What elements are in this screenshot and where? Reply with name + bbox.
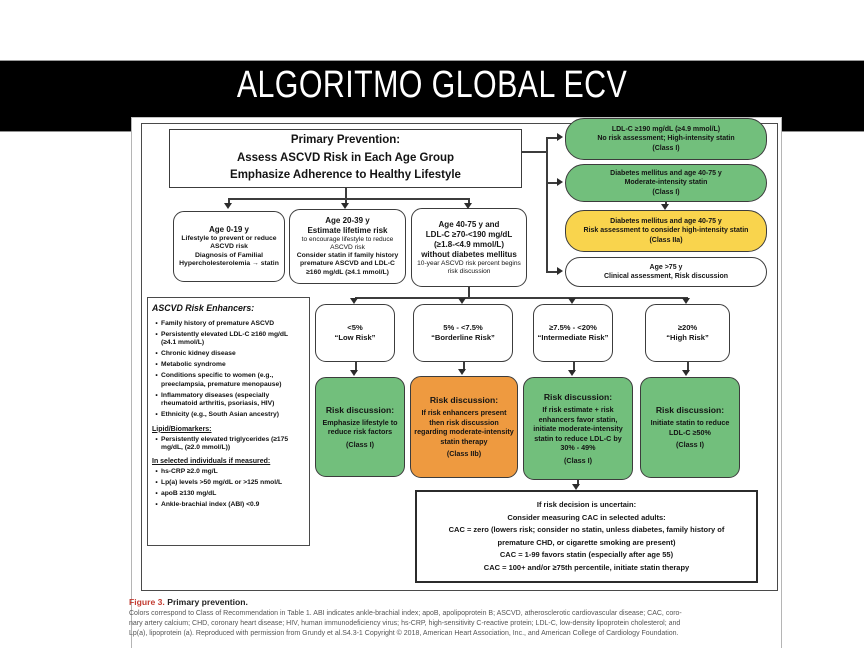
pill2-line-1: Diabetes mellitus and age 40-75 y (610, 169, 722, 177)
arrow-down-icon (341, 203, 349, 209)
arrow-down-icon (350, 370, 358, 376)
range4-pct: ≥20% (677, 323, 698, 332)
arrow-down-icon (682, 370, 690, 376)
disc2-class: (Class IIb) (446, 449, 482, 459)
slide-title: ALGORITMO GLOBAL ECV (236, 64, 628, 106)
pill1-line-2: No risk assessment; High-intensity statin (597, 135, 735, 143)
age3-title-1: Age 40-75 y and (438, 219, 500, 229)
discussion-low-box (315, 377, 405, 477)
primary-line-2: Assess ASCVD Risk in Each Age Group (236, 151, 455, 164)
range2-pct: 5% - <7.5% (443, 323, 483, 332)
connector-line (228, 198, 469, 200)
disc4-body: Initiate statin to reduce LDL-C ≥50% (650, 418, 730, 437)
cac-decision-box (415, 490, 758, 583)
disc1-head: Risk discussion: (325, 404, 395, 415)
age1-body-1: Lifestyle to prevent or reduce ASCVD risk (181, 235, 277, 251)
arrow-down-icon (458, 369, 466, 375)
enhancer-item: • Ankle-brachial index (ABI) <0.9 (152, 501, 304, 509)
range1-pct: <5% (347, 323, 363, 332)
discussion-borderline-box (410, 376, 518, 478)
enhancer-item: • Persistently elevated LDL-C ≥160 mg/dL (≥4.1 mmol/L) (152, 331, 304, 348)
connector-line (522, 151, 547, 153)
enhancers-title: ASCVD Risk Enhancers: (152, 303, 255, 313)
caption-title (129, 597, 782, 607)
enhancer-item: • Persistently elevated triglycerides (≥175 mg/dL, (≥2.0 mmol/L)) (152, 436, 304, 453)
cac-line-1: If risk decision is uncertain: (536, 500, 637, 509)
pill3-line-1: Diabetes mellitus and age 40-75 y (610, 217, 722, 225)
arrow-down-icon (464, 203, 472, 209)
arrow-down-icon (568, 370, 576, 376)
disc1-body: Emphasize lifestyle to reduce risk factors (322, 417, 398, 437)
age2-body-2: Consider statin if family history premature ASCVD and LDL-C ≥160 mg/dL (≥4.1 mmol/L) (296, 252, 399, 276)
pill4-line-1: Age >75 y (649, 263, 683, 271)
range3-label: “Intermediate Risk” (537, 333, 609, 342)
pill1-class: (Class I) (652, 144, 680, 152)
age2-subtitle: Estimate lifetime risk (307, 226, 388, 236)
disc3-body: If risk estimate + risk enhancers favor statin, initiate moderate-intensity statin to reduce LDL-C by 30% - 49% (533, 405, 623, 452)
enhancer-item: • Metabolic syndrome (152, 361, 304, 369)
age3-title-4: without diabetes mellitus (421, 249, 517, 259)
arrow-down-icon (572, 484, 580, 490)
pill3-line-2: Risk assessment to consider high-intensity statin (583, 227, 749, 235)
cac-line-4: premature CHD, or cigarette smoking are present) (497, 537, 676, 547)
range-low-risk-box (315, 304, 395, 362)
discussion-intermediate-box (523, 377, 633, 480)
disc4-head: Risk discussion: (655, 405, 725, 416)
enhancer-item: • apoB ≥130 mg/dL (152, 490, 304, 498)
range1-label: “Low Risk” (334, 333, 376, 342)
pill1-line-1: LDL-C ≥190 mg/dL (≥4.9 mmol/L) (611, 125, 721, 133)
pill3-class: (Class IIa) (649, 236, 683, 244)
caption-figure-title: Primary prevention. (164, 597, 248, 607)
pill4-line-2: Clinical assessment, Risk discussion (603, 273, 729, 280)
disc3-head: Risk discussion: (543, 392, 613, 402)
caption-line-1: Colors correspond to Class of Recommendation in Table 1. ABI indicates ankle-brachial index; apoB, apolipoprotein B; ASCVD, atherosclerotic cardiovascular disease; CAC, coro- (129, 610, 682, 617)
arrow-down-icon (682, 298, 690, 304)
cac-line-6: CAC = 100+ and/or ≥75th percentile, initiate statin therapy (483, 562, 690, 572)
primary-line-1: Primary Prevention: (290, 134, 401, 147)
age-40-75-box (411, 208, 527, 287)
arrow-down-icon (661, 204, 669, 210)
pill-diabetes-high (565, 210, 767, 252)
cac-line-3: CAC = zero (lowers risk; consider no statin, unless diabetes, family history of (448, 525, 725, 534)
connector-line (355, 297, 688, 299)
arrow-right-icon (557, 133, 563, 141)
cac-line-2: Consider measuring CAC in selected adults: (507, 512, 666, 522)
age3-body-1: 10-year ASCVD risk percent begins risk discussion (417, 259, 521, 275)
age-20-39-box (289, 209, 406, 284)
enhancers-subhead-selected: In selected individuals if measured: (152, 458, 271, 466)
range-high-risk-box (645, 304, 730, 362)
enhancer-item: • Ethnicity (e.g., South Asian ancestry) (152, 411, 304, 419)
enhancer-item: • hs-CRP ≥2.0 mg/L (152, 468, 304, 476)
arrow-down-icon (350, 298, 358, 304)
primary-prevention-box (169, 129, 522, 188)
range3-pct: ≥7.5% - <20% (549, 323, 597, 332)
arrow-down-icon (568, 298, 576, 304)
age3-title-3: (≥1.8-<4.9 mmol/L) (434, 239, 504, 249)
age-0-19-box (173, 211, 285, 282)
enhancer-item: • Family history of premature ASCVD (152, 320, 304, 328)
arrow-right-icon (557, 178, 563, 186)
pill2-class: (Class I) (652, 188, 680, 196)
pill-ldl-190 (565, 118, 767, 160)
caption-line-2: nary artery calcium; CHD, coronary heart disease; HIV, human immunodeficiency virus; hs-CRP, high-sensitivity C-reactive protein; LDL-C, low-density lipoprotein cholesterol; and (129, 620, 681, 627)
range4-label: “High Risk” (666, 333, 709, 342)
figure-caption (129, 597, 782, 639)
age3-title-2: LDL-C ≥70-<190 mg/dL (425, 229, 513, 239)
age2-title: Age 20-39 y (325, 216, 370, 226)
connector-line (546, 137, 548, 272)
ascvd-risk-enhancers-box (147, 297, 310, 546)
caption-line-3: Lp(a), lipoprotein (a). Reproduced with permission from Grundy et al.S4.3-1 Copyright © 2018, American Heart Association, Inc., and American College of Cardiology Foundation. (129, 630, 679, 637)
cac-line-5: CAC = 1-99 favors statin (especially after age 55) (499, 550, 674, 559)
arrow-down-icon (458, 298, 466, 304)
disc2-head: Risk discussion: (429, 395, 499, 406)
enhancer-item: • Chronic kidney disease (152, 350, 304, 358)
pill-diabetes-moderate (565, 164, 767, 202)
age1-body-2: Diagnosis of Familial Hypercholesterolemia → statin (179, 251, 279, 267)
enhancer-item: • Lp(a) levels >50 mg/dL or >125 nmol/L (152, 479, 304, 487)
disc2-body: If risk enhancers present then risk discussion regarding moderate-intensity statin therapy (414, 408, 514, 446)
arrow-right-icon (557, 267, 563, 275)
enhancer-item: • Conditions specific to women (e.g., preeclampsia, premature menopause) (152, 372, 304, 389)
age1-title: Age 0-19 y (208, 225, 250, 235)
range-borderline-box (413, 304, 513, 362)
caption-figure-label: Figure 3. (129, 597, 165, 607)
disc4-class: (Class I) (676, 440, 704, 450)
pill-age-75 (565, 257, 767, 287)
pill2-line-2: Moderate-intensity statin (624, 179, 708, 187)
disc1-class: (Class I) (346, 439, 374, 449)
primary-line-3: Emphasize Adherence to Healthy Lifestyle (230, 169, 461, 182)
enhancers-subhead-lipid: Lipid/Biomarkers: (152, 425, 212, 433)
caption-body (129, 609, 782, 639)
enhancer-item: • Inflammatory diseases (especially rheumatoid arthritis, psoriasis, HIV) (152, 392, 304, 409)
discussion-high-box (640, 377, 740, 478)
disc3-class: (Class I) (564, 455, 592, 465)
age2-body-1: to encourage lifestyle to reduce ASCVD risk (301, 236, 394, 252)
range2-label: “Borderline Risk” (431, 333, 495, 342)
range-intermediate-box (533, 304, 613, 362)
arrow-down-icon (224, 203, 232, 209)
